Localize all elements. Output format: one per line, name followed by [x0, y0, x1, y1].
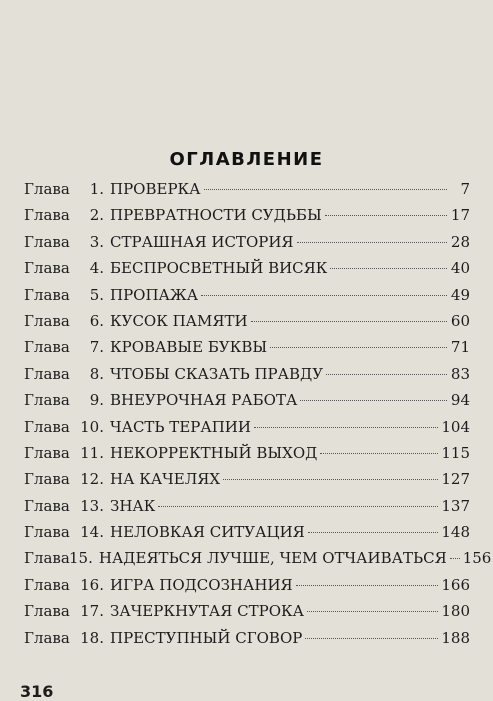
chapter-label: Глава — [24, 602, 70, 621]
chapter-page: 127 — [441, 470, 470, 489]
chapter-number: 5. — [89, 285, 104, 304]
chapter-number: 8. — [89, 364, 104, 383]
dot-leader — [300, 400, 447, 401]
chapter-title: НАДЕЯТЬСЯ ЛУЧШЕ, ЧЕМ ОТЧАИВАТЬСЯ — [98, 549, 447, 568]
chapter-page: 71 — [450, 338, 470, 357]
chapter-title: КУСОК ПАМЯТИ — [110, 311, 248, 330]
chapter-label: Глава — [24, 496, 70, 515]
chapter-page: 137 — [441, 496, 470, 515]
dot-leader — [254, 427, 438, 428]
chapter-title: ВНЕУРОЧНАЯ РАБОТА — [110, 391, 298, 410]
chapter-title: ЗАЧЕРКНУТАЯ СТРОКА — [110, 602, 304, 621]
chapter-label: Глава — [24, 338, 70, 357]
chapter-number: 3. — [89, 232, 104, 251]
chapter-title: ПРЕСТУПНЫЙ СГОВОР — [110, 628, 303, 647]
dot-leader — [330, 268, 447, 269]
toc-row — [24, 497, 470, 523]
chapter-number: 17. — [80, 602, 104, 621]
dot-leader — [296, 585, 439, 586]
chapter-page: 148 — [441, 523, 470, 542]
chapter-number: 13. — [80, 496, 104, 515]
toc-row — [24, 444, 470, 470]
dot-leader — [325, 215, 447, 216]
chapter-label: Глава — [24, 180, 70, 198]
chapter-number: 12. — [80, 470, 104, 489]
chapter-title: ЧТОБЫ СКАЗАТЬ ПРАВДУ — [110, 364, 324, 383]
chapter-label: Глава — [24, 470, 70, 489]
chapter-title: ИГРА ПОДСОЗНАНИЯ — [110, 575, 293, 594]
dot-leader — [320, 453, 438, 454]
toc-row — [24, 602, 470, 628]
dot-leader — [201, 295, 447, 296]
chapter-title: ПРОПАЖА — [110, 285, 199, 304]
table-of-contents — [24, 180, 492, 655]
dot-leader — [270, 347, 447, 348]
chapter-number: 9. — [89, 391, 104, 410]
chapter-number: 2. — [89, 206, 104, 225]
chapter-title: КРОВАВЫЕ БУКВЫ — [110, 338, 268, 357]
dot-leader — [326, 374, 447, 375]
page-title: ОГЛАВЛЕНИЕ — [169, 149, 324, 170]
chapter-title: ЗНАК — [110, 496, 156, 515]
chapter-number: 11. — [80, 443, 104, 462]
toc-row — [24, 418, 470, 444]
chapter-title: НЕЛОВКАЯ СИТУАЦИЯ — [110, 523, 305, 542]
toc-row — [24, 338, 470, 364]
dot-leader — [223, 479, 438, 480]
chapter-page: 188 — [441, 628, 470, 647]
toc-row — [24, 523, 470, 549]
chapter-label: Глава — [24, 259, 70, 278]
chapter-label: Глава — [24, 443, 70, 462]
toc-row — [24, 180, 470, 206]
chapter-page: 49 — [450, 285, 470, 304]
chapter-number: 16. — [80, 575, 104, 594]
dot-leader — [305, 638, 438, 639]
chapter-page: 28 — [450, 232, 470, 251]
chapter-label: Глава — [24, 575, 70, 594]
chapter-title: БЕСПРОСВЕТНЫЙ ВИСЯК — [110, 259, 328, 278]
chapter-number: 18. — [80, 628, 104, 647]
page-number: 316 — [20, 682, 54, 701]
chapter-page: 60 — [450, 311, 470, 330]
toc-row — [24, 206, 470, 232]
chapter-page: 94 — [450, 391, 470, 410]
chapter-title: НА КАЧЕЛЯХ — [110, 470, 221, 489]
chapter-page: 115 — [441, 443, 470, 462]
chapter-number: 10. — [80, 417, 104, 436]
toc-row — [24, 312, 470, 338]
chapter-label: Глава — [24, 417, 70, 436]
chapter-title: ПРОВЕРКА — [110, 180, 201, 198]
chapter-label: Глава — [24, 628, 70, 647]
chapter-page: 40 — [450, 259, 470, 278]
toc-row — [24, 470, 470, 496]
chapter-number: 6. — [89, 311, 104, 330]
chapter-title: ЧАСТЬ ТЕРАПИИ — [110, 417, 251, 436]
chapter-title: СТРАШНАЯ ИСТОРИЯ — [110, 232, 294, 251]
dot-leader — [450, 558, 460, 559]
dot-leader — [158, 506, 438, 507]
chapter-label: Глава — [24, 391, 70, 410]
chapter-label: Глава — [24, 285, 70, 304]
chapter-label: Глава — [24, 311, 70, 330]
toc-row — [24, 549, 492, 575]
toc-row — [24, 629, 470, 655]
chapter-label: Глава — [24, 364, 70, 383]
chapter-title: НЕКОРРЕКТНЫЙ ВЫХОД — [110, 443, 318, 462]
chapter-number: 4. — [89, 259, 104, 278]
chapter-label: Глава — [24, 206, 70, 225]
toc-row — [24, 576, 470, 602]
chapter-number: 14. — [80, 523, 104, 542]
dot-leader — [307, 611, 438, 612]
chapter-page: 83 — [450, 364, 470, 383]
chapter-page: 156 — [462, 549, 492, 568]
dot-leader — [251, 321, 447, 322]
toc-row — [24, 259, 470, 285]
chapter-page: 7 — [460, 180, 470, 198]
chapter-number: 1. — [89, 180, 104, 198]
toc-row — [24, 365, 470, 391]
chapter-page: 17 — [450, 206, 470, 225]
chapter-page: 180 — [441, 602, 470, 621]
chapter-page: 104 — [441, 417, 470, 436]
toc-row — [24, 391, 470, 417]
chapter-page: 166 — [441, 575, 470, 594]
chapter-label: Глава — [24, 549, 70, 568]
chapter-number: 15. — [69, 549, 93, 568]
toc-row — [24, 233, 470, 259]
chapter-title: ПРЕВРАТНОСТИ СУДЬБЫ — [110, 206, 322, 225]
dot-leader — [204, 189, 447, 190]
toc-row — [24, 286, 470, 312]
chapter-label: Глава — [24, 523, 70, 542]
dot-leader — [308, 532, 439, 533]
chapter-label: Глава — [24, 232, 70, 251]
dot-leader — [297, 242, 447, 243]
show-through-text — [26, 0, 486, 160]
chapter-number: 7. — [89, 338, 104, 357]
